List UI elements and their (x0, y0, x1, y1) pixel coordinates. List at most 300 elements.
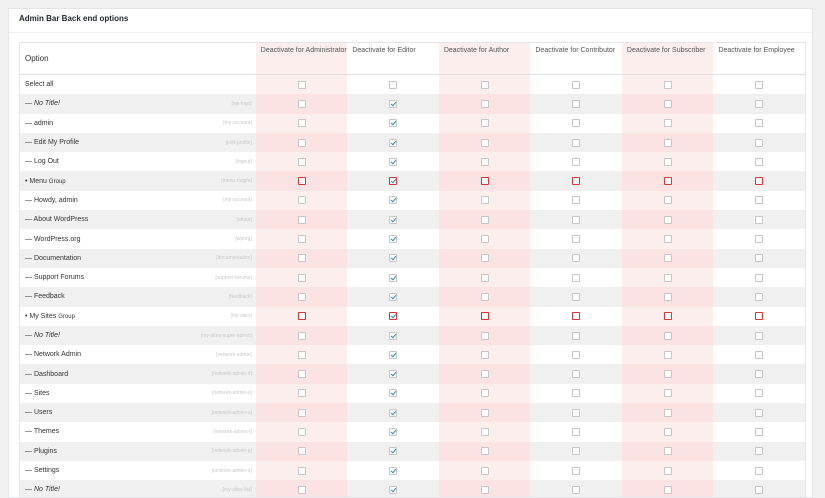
checkbox-cell (530, 403, 622, 422)
deactivate-checkbox[interactable] (481, 274, 489, 282)
deactivate-checkbox[interactable] (481, 119, 489, 127)
deactivate-checkbox[interactable] (298, 312, 306, 320)
deactivate-checkbox[interactable] (389, 389, 397, 397)
checkbox-cell (713, 152, 805, 171)
checkbox-cell (713, 75, 805, 94)
deactivate-checkbox[interactable] (664, 119, 672, 127)
option-label-text: — Settings (25, 467, 60, 475)
deactivate-checkbox[interactable] (481, 100, 489, 108)
option-label-text: — Users (25, 409, 53, 417)
checkbox-cell (347, 403, 439, 422)
option-cell (20, 152, 256, 171)
table-row (20, 114, 805, 133)
deactivate-checkbox[interactable] (298, 486, 306, 494)
deactivate-checkbox[interactable] (572, 81, 580, 89)
checkbox-cell (622, 461, 714, 480)
deactivate-checkbox[interactable] (298, 235, 306, 243)
deactivate-checkbox[interactable] (389, 196, 397, 204)
checkbox-cell (439, 326, 531, 345)
deactivate-checkbox[interactable] (572, 428, 580, 436)
deactivate-checkbox[interactable] (389, 409, 397, 417)
option-label-text: — Dashboard (25, 370, 69, 378)
checkbox-cell (622, 210, 714, 229)
checkbox-cell (347, 171, 439, 190)
checkbox-cell (622, 268, 714, 287)
checkbox-cell (713, 229, 805, 248)
deactivate-checkbox[interactable] (572, 467, 580, 475)
deactivate-checkbox[interactable] (481, 312, 489, 320)
deactivate-checkbox[interactable] (481, 235, 489, 243)
deactivate-checkbox[interactable] (298, 467, 306, 475)
checkbox-cell (439, 345, 531, 364)
checkbox-cell (530, 171, 622, 190)
deactivate-checkbox[interactable] (298, 216, 306, 224)
checkbox-cell (530, 384, 622, 403)
menu-id: [my-sites-list] (222, 486, 252, 493)
option-cell (20, 442, 256, 461)
deactivate-checkbox[interactable] (572, 254, 580, 262)
checkbox-cell (256, 114, 348, 133)
checkbox-cell (530, 152, 622, 171)
deactivate-checkbox[interactable] (389, 235, 397, 243)
deactivate-checkbox[interactable] (389, 312, 397, 320)
checkbox-cell (347, 268, 439, 287)
deactivate-checkbox[interactable] (481, 351, 489, 359)
deactivate-checkbox[interactable] (572, 119, 580, 127)
deactivate-checkbox[interactable] (755, 100, 763, 108)
deactivate-checkbox[interactable] (389, 332, 397, 340)
deactivate-checkbox[interactable] (664, 409, 672, 417)
menu-id: [my-account] (223, 197, 252, 204)
deactivate-checkbox[interactable] (389, 351, 397, 359)
checkbox-cell (622, 345, 714, 364)
checkbox-cell (713, 94, 805, 113)
deactivate-checkbox[interactable] (664, 467, 672, 475)
deactivate-checkbox[interactable] (481, 447, 489, 455)
deactivate-checkbox[interactable] (298, 409, 306, 417)
deactivate-checkbox[interactable] (755, 293, 763, 301)
options-panel (8, 8, 813, 498)
option-label-text: — WordPress.org (25, 235, 81, 243)
table-body (20, 75, 805, 498)
checkbox-cell (439, 364, 531, 383)
deactivate-checkbox[interactable] (664, 486, 672, 494)
checkbox-cell (713, 403, 805, 422)
deactivate-checkbox[interactable] (664, 216, 672, 224)
deactivate-checkbox[interactable] (664, 312, 672, 320)
deactivate-checkbox[interactable] (298, 428, 306, 436)
deactivate-checkbox[interactable] (572, 177, 580, 185)
checkbox-cell (622, 133, 714, 152)
checkbox-cell (439, 480, 531, 498)
deactivate-checkbox[interactable] (481, 389, 489, 397)
deactivate-checkbox[interactable] (572, 139, 580, 147)
table-row (20, 133, 805, 152)
deactivate-checkbox[interactable] (389, 139, 397, 147)
deactivate-checkbox[interactable] (389, 447, 397, 455)
option-label (25, 293, 65, 300)
option-label (25, 409, 52, 416)
checkbox-cell (530, 422, 622, 441)
deactivate-checkbox[interactable] (664, 274, 672, 282)
checkbox-cell (439, 422, 531, 441)
deactivate-checkbox[interactable] (481, 486, 489, 494)
deactivate-checkbox[interactable] (755, 274, 763, 282)
checkbox-cell (530, 345, 622, 364)
table-row (20, 152, 805, 171)
deactivate-checkbox[interactable] (389, 428, 397, 436)
option-label (25, 428, 59, 435)
deactivate-checkbox[interactable] (755, 139, 763, 147)
checkbox-cell (347, 384, 439, 403)
checkbox-cell (439, 442, 531, 461)
column-header-4: Deactivate for Subscriber (622, 43, 714, 74)
checkbox-cell (530, 442, 622, 461)
option-label (25, 120, 53, 127)
deactivate-checkbox[interactable] (755, 81, 763, 89)
checkbox-cell (439, 152, 531, 171)
checkbox-cell (713, 326, 805, 345)
deactivate-checkbox[interactable] (389, 158, 397, 166)
deactivate-checkbox[interactable] (389, 119, 397, 127)
deactivate-checkbox[interactable] (298, 389, 306, 397)
deactivate-checkbox[interactable] (755, 467, 763, 475)
deactivate-checkbox[interactable] (389, 293, 397, 301)
deactivate-checkbox[interactable] (298, 196, 306, 204)
checkbox-cell (530, 210, 622, 229)
deactivate-checkbox[interactable] (664, 81, 672, 89)
table-row (20, 326, 805, 345)
option-label-text: • Menu (25, 177, 47, 185)
checkbox-cell (256, 94, 348, 113)
checkbox-cell (347, 133, 439, 152)
menu-id: [documentation] (216, 255, 252, 262)
deactivate-checkbox[interactable] (298, 119, 306, 127)
table-row (20, 268, 805, 287)
checkbox-cell (713, 364, 805, 383)
checkbox-cell (256, 75, 348, 94)
option-label (25, 158, 59, 165)
checkbox-cell (622, 403, 714, 422)
option-label-text: — No Title! (25, 486, 60, 494)
deactivate-checkbox[interactable] (664, 447, 672, 455)
option-label (25, 351, 81, 358)
checkbox-cell (530, 94, 622, 113)
checkbox-cell (713, 171, 805, 190)
checkbox-cell (530, 114, 622, 133)
deactivate-checkbox[interactable] (572, 274, 580, 282)
checkbox-cell (256, 229, 348, 248)
group-suffix: Group (58, 313, 75, 320)
deactivate-checkbox[interactable] (481, 467, 489, 475)
checkbox-cell (256, 152, 348, 171)
deactivate-checkbox[interactable] (481, 216, 489, 224)
checkbox-cell (439, 249, 531, 268)
checkbox-cell (622, 229, 714, 248)
checkbox-cell (530, 229, 622, 248)
deactivate-checkbox[interactable] (481, 293, 489, 301)
deactivate-checkbox[interactable] (481, 139, 489, 147)
deactivate-checkbox[interactable] (572, 370, 580, 378)
option-label (25, 236, 81, 243)
checkbox-cell (622, 287, 714, 306)
options-table (19, 42, 806, 498)
option-cell (20, 133, 256, 152)
deactivate-checkbox[interactable] (664, 177, 672, 185)
table-row (20, 171, 805, 190)
deactivate-checkbox[interactable] (572, 158, 580, 166)
checkbox-cell (439, 268, 531, 287)
option-label-text: — Log Out (25, 158, 59, 166)
option-label (25, 216, 88, 223)
menu-id: [logout] (235, 158, 252, 165)
option-cell (20, 345, 256, 364)
deactivate-checkbox[interactable] (755, 351, 763, 359)
checkbox-cell (256, 461, 348, 480)
deactivate-checkbox[interactable] (664, 370, 672, 378)
option-column-header: Option (25, 54, 49, 63)
menu-id: [feedback] (228, 293, 252, 300)
deactivate-checkbox[interactable] (755, 312, 763, 320)
checkbox-cell (347, 345, 439, 364)
deactivate-checkbox[interactable] (572, 486, 580, 494)
checkbox-cell (347, 210, 439, 229)
deactivate-checkbox[interactable] (664, 351, 672, 359)
deactivate-checkbox[interactable] (298, 332, 306, 340)
checkbox-cell (622, 384, 714, 403)
deactivate-checkbox[interactable] (481, 254, 489, 262)
option-label-text: — Support Forums (25, 274, 85, 282)
checkbox-cell (439, 94, 531, 113)
option-label (25, 448, 57, 455)
option-label (25, 467, 59, 474)
table-row (20, 94, 805, 113)
checkbox-cell (439, 133, 531, 152)
checkbox-cell (256, 210, 348, 229)
column-header-5: Deactivate for Employee (718, 47, 795, 54)
deactivate-checkbox[interactable] (572, 100, 580, 108)
checkbox-cell (530, 364, 622, 383)
table-row (20, 442, 805, 461)
option-cell (20, 249, 256, 268)
checkbox-cell (622, 94, 714, 113)
checkbox-cell (256, 191, 348, 210)
checkbox-cell (713, 287, 805, 306)
checkbox-cell (347, 94, 439, 113)
table-row (20, 480, 805, 498)
option-label-text: — Network Admin (25, 351, 82, 359)
checkbox-cell (347, 307, 439, 326)
deactivate-checkbox[interactable] (298, 139, 306, 147)
deactivate-checkbox[interactable] (389, 177, 397, 185)
deactivate-checkbox[interactable] (755, 254, 763, 262)
deactivate-checkbox[interactable] (755, 177, 763, 185)
deactivate-checkbox[interactable] (298, 81, 306, 89)
deactivate-checkbox[interactable] (664, 139, 672, 147)
option-label (25, 255, 81, 262)
checkbox-cell (347, 249, 439, 268)
checkbox-cell (347, 287, 439, 306)
deactivate-checkbox[interactable] (298, 177, 306, 185)
deactivate-checkbox[interactable] (572, 351, 580, 359)
checkbox-cell (256, 326, 348, 345)
deactivate-checkbox[interactable] (664, 293, 672, 301)
deactivate-checkbox[interactable] (572, 293, 580, 301)
menu-id: [support-forums] (215, 274, 252, 281)
table-row (20, 345, 805, 364)
deactivate-checkbox[interactable] (298, 100, 306, 108)
deactivate-checkbox[interactable] (572, 312, 580, 320)
deactivate-checkbox[interactable] (755, 216, 763, 224)
option-cell (20, 422, 256, 441)
deactivate-checkbox[interactable] (755, 447, 763, 455)
checkbox-cell (439, 287, 531, 306)
checkbox-cell (347, 152, 439, 171)
deactivate-checkbox[interactable] (389, 370, 397, 378)
deactivate-checkbox[interactable] (298, 447, 306, 455)
group-suffix: Group (48, 178, 66, 185)
deactivate-checkbox[interactable] (664, 100, 672, 108)
checkbox-cell (439, 229, 531, 248)
column-header-3: Deactivate for Contributor (535, 47, 616, 54)
deactivate-checkbox[interactable] (755, 370, 763, 378)
checkbox-cell (530, 249, 622, 268)
checkbox-cell (713, 114, 805, 133)
deactivate-checkbox[interactable] (572, 389, 580, 397)
deactivate-checkbox[interactable] (755, 235, 763, 243)
deactivate-checkbox[interactable] (572, 447, 580, 455)
checkbox-cell (256, 480, 348, 498)
checkbox-cell (256, 249, 348, 268)
deactivate-checkbox[interactable] (481, 196, 489, 204)
deactivate-checkbox[interactable] (755, 196, 763, 204)
deactivate-checkbox[interactable] (298, 274, 306, 282)
deactivate-checkbox[interactable] (389, 274, 397, 282)
deactivate-checkbox[interactable] (298, 370, 306, 378)
deactivate-checkbox[interactable] (755, 389, 763, 397)
deactivate-checkbox[interactable] (389, 254, 397, 262)
deactivate-checkbox[interactable] (572, 409, 580, 417)
option-label (25, 274, 84, 281)
deactivate-checkbox[interactable] (664, 332, 672, 340)
option-label (25, 371, 68, 378)
deactivate-checkbox[interactable] (664, 235, 672, 243)
menu-id: [network-admin-u] (211, 409, 252, 416)
deactivate-checkbox[interactable] (481, 428, 489, 436)
deactivate-checkbox[interactable] (298, 158, 306, 166)
checkbox-cell (256, 442, 348, 461)
option-cell (20, 480, 256, 498)
option-cell (20, 307, 256, 326)
checkbox-cell (622, 249, 714, 268)
table-row (20, 249, 805, 268)
deactivate-checkbox[interactable] (755, 486, 763, 494)
checkbox-cell (256, 403, 348, 422)
option-label-text: — admin (25, 119, 54, 127)
deactivate-checkbox[interactable] (664, 428, 672, 436)
deactivate-checkbox[interactable] (481, 177, 489, 185)
deactivate-checkbox[interactable] (389, 100, 397, 108)
deactivate-checkbox[interactable] (298, 351, 306, 359)
deactivate-checkbox[interactable] (572, 332, 580, 340)
checkbox-cell (713, 442, 805, 461)
checkbox-cell (530, 191, 622, 210)
checkbox-cell (530, 75, 622, 94)
checkbox-cell (622, 307, 714, 326)
deactivate-checkbox[interactable] (572, 216, 580, 224)
option-label (25, 197, 78, 204)
option-cell (20, 191, 256, 210)
checkbox-cell (256, 364, 348, 383)
checkbox-cell (256, 268, 348, 287)
deactivate-checkbox[interactable] (481, 332, 489, 340)
checkbox-cell (439, 210, 531, 229)
menu-id: [network-admin-t] (213, 428, 252, 435)
table-header (20, 43, 805, 75)
deactivate-checkbox[interactable] (481, 158, 489, 166)
checkbox-cell (347, 326, 439, 345)
deactivate-checkbox[interactable] (389, 216, 397, 224)
checkbox-cell (256, 422, 348, 441)
option-cell (20, 229, 256, 248)
table-row (20, 75, 805, 94)
deactivate-checkbox[interactable] (664, 196, 672, 204)
deactivate-checkbox[interactable] (481, 409, 489, 417)
deactivate-checkbox[interactable] (664, 158, 672, 166)
checkbox-cell (713, 307, 805, 326)
deactivate-checkbox[interactable] (298, 254, 306, 262)
deactivate-checkbox[interactable] (664, 389, 672, 397)
deactivate-checkbox[interactable] (755, 119, 763, 127)
deactivate-checkbox[interactable] (755, 158, 763, 166)
option-label-text: — No Title! (25, 100, 60, 108)
option-cell (20, 364, 256, 383)
table-row (20, 364, 805, 383)
checkbox-cell (530, 287, 622, 306)
menu-id: [wp-logo] (231, 100, 252, 107)
checkbox-cell (713, 345, 805, 364)
deactivate-checkbox[interactable] (389, 81, 397, 89)
deactivate-checkbox[interactable] (481, 81, 489, 89)
menu-id: [wporg] (235, 236, 252, 243)
deactivate-checkbox[interactable] (298, 293, 306, 301)
table-row (20, 403, 805, 422)
option-label (25, 390, 50, 397)
checkbox-cell (347, 75, 439, 94)
option-label-text: — Edit My Profile (25, 139, 80, 147)
checkbox-cell (530, 461, 622, 480)
deactivate-checkbox[interactable] (572, 235, 580, 243)
table-row (20, 287, 805, 306)
menu-id: [edit-profile] (225, 139, 252, 146)
deactivate-checkbox[interactable] (389, 486, 397, 494)
checkbox-cell (256, 133, 348, 152)
deactivate-checkbox[interactable] (664, 254, 672, 262)
deactivate-checkbox[interactable] (389, 467, 397, 475)
option-label (25, 313, 75, 320)
option-label (25, 100, 60, 107)
checkbox-cell (530, 133, 622, 152)
checkbox-cell (439, 171, 531, 190)
deactivate-checkbox[interactable] (755, 428, 763, 436)
checkbox-cell (347, 229, 439, 248)
option-label (25, 178, 66, 185)
deactivate-checkbox[interactable] (755, 409, 763, 417)
deactivate-checkbox[interactable] (481, 370, 489, 378)
checkbox-cell (713, 249, 805, 268)
deactivate-checkbox[interactable] (572, 196, 580, 204)
deactivate-checkbox[interactable] (755, 332, 763, 340)
